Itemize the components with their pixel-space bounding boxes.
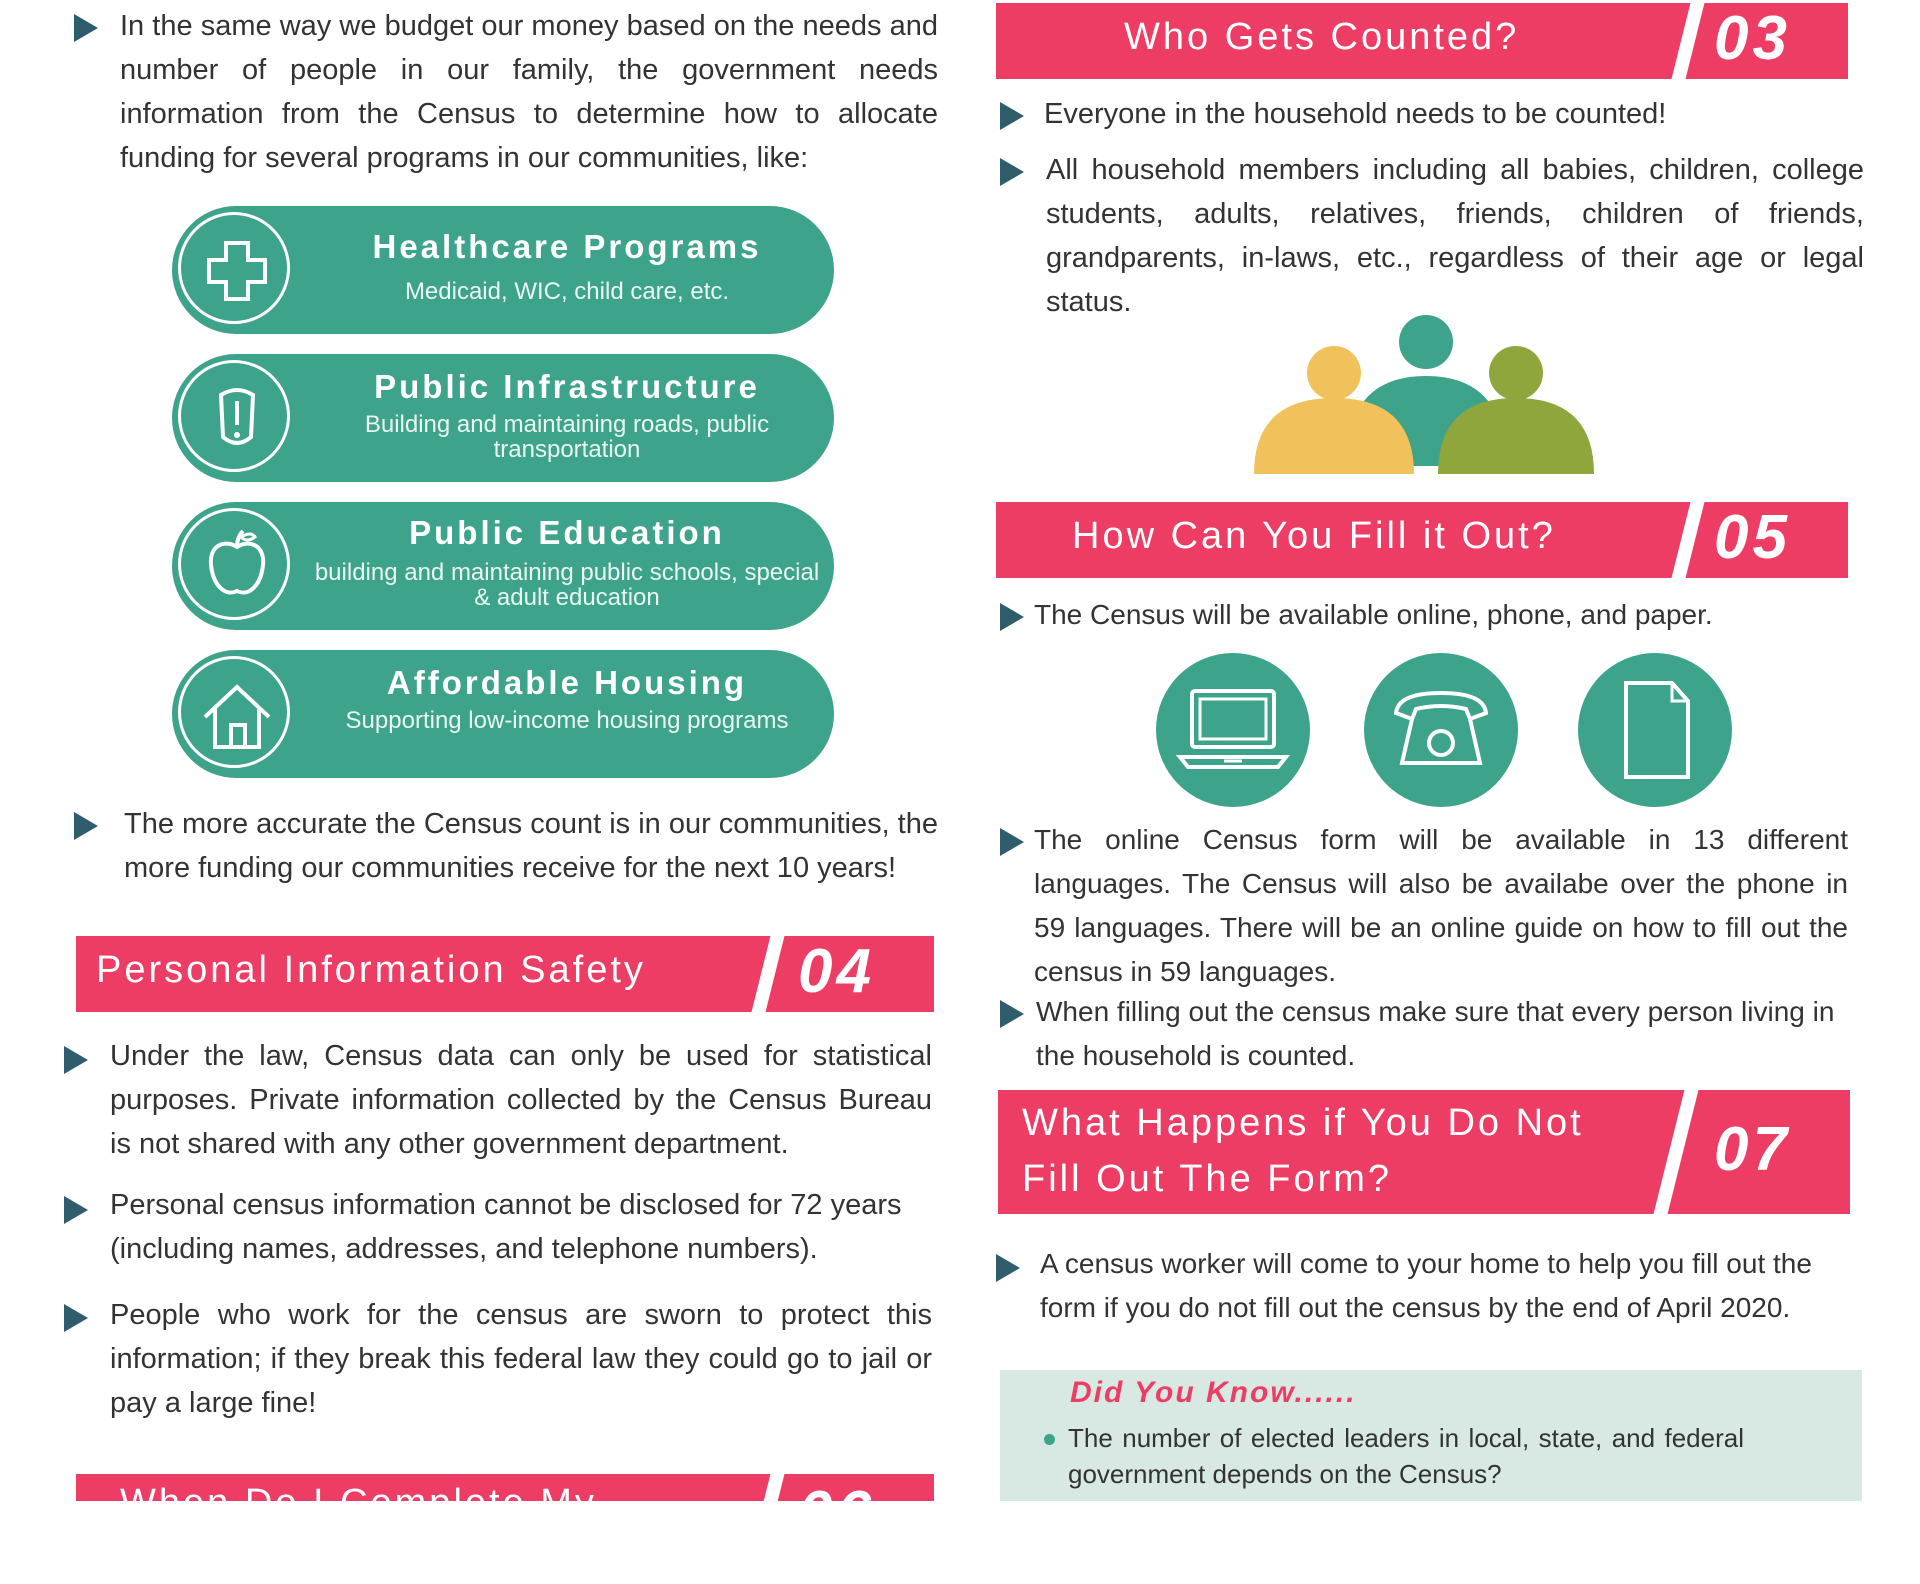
bullet-arrow-icon (996, 1254, 1020, 1282)
section-banner-05 (996, 502, 1848, 578)
program-education (172, 502, 834, 630)
bullet-arrow-icon (1000, 1000, 1024, 1028)
safety-bullet-1: Under the law, Census data can only be used for statistical purposes. Private information collected by the Census Bureau is not shared with any other government department. (110, 1040, 932, 1160)
apple-icon (178, 508, 290, 620)
section-banner-06 (76, 1474, 934, 1548)
section-title-line-2: Fill Out The Form? (1022, 1158, 1393, 1200)
section-title-line-1: What Happens if You Do Not (1022, 1102, 1584, 1144)
section-number: 05 (1714, 503, 1791, 572)
counted-bullet-2: All household members including all babies, children, college students, adults, relatives, friends, children of friends, grandparents, in-laws, etc., regardless of their age or legal status. (1046, 154, 1864, 318)
people-group-icon (1254, 316, 1604, 486)
did-you-know-title: Did You Know...... (1070, 1376, 1357, 1409)
section-number: 03 (1714, 4, 1791, 73)
intro-paragraph: In the same way we budget our money based on the needs and number of people in our family, the government needs information from the Census to determine how to allocate funding for several programs in our communities, like: (120, 10, 938, 174)
section-banner-04 (76, 936, 934, 1012)
section-banner-03 (996, 3, 1848, 79)
telephone-icon (1364, 653, 1518, 807)
accuracy-paragraph: The more accurate the Census count is in our communities, the more funding our communities receive for the next 10 years! (124, 808, 938, 884)
house-icon (178, 656, 290, 768)
program-title: Public Infrastructure (374, 368, 760, 405)
bullet-arrow-icon (74, 812, 98, 840)
bullet-arrow-icon (1000, 603, 1024, 631)
did-you-know-item: The number of elected leaders in local, state, and federal government depends on the Census? (1068, 1423, 1744, 1489)
laptop-icon (1156, 653, 1310, 807)
counted-bullet-1: Everyone in the household needs to be counted! (1044, 98, 1667, 130)
program-subtitle: building and maintaining public schools, special & adult education (314, 559, 820, 611)
section-number: 07 (1714, 1115, 1791, 1184)
program-healthcare (172, 206, 834, 334)
section-title: When Do I Complete My (120, 1482, 597, 1524)
did-you-know-box (1000, 1370, 1862, 1501)
bullet-arrow-icon (64, 1196, 88, 1224)
fill-intro: The Census will be available online, phone, and paper. (1034, 599, 1713, 630)
banner-divider (1651, 1086, 1700, 1226)
program-subtitle: Building and maintaining roads, public transportation (364, 411, 770, 463)
section-number: 04 (798, 937, 875, 1006)
bullet-arrow-icon (64, 1046, 88, 1074)
bullet-arrow-icon (1000, 102, 1024, 130)
section-number: 06 (798, 1479, 875, 1548)
program-title: Public Education (409, 514, 725, 551)
program-subtitle: Supporting low-income housing programs (345, 707, 789, 734)
program-title: Affordable Housing (386, 664, 748, 701)
bullet-arrow-icon (1000, 158, 1024, 186)
warning-sign-icon (178, 360, 290, 472)
banner-divider (743, 926, 787, 1046)
program-infrastructure (172, 354, 834, 482)
program-title: Healthcare Programs (372, 228, 762, 265)
paper-icon (1578, 653, 1732, 807)
bullet-arrow-icon (1000, 828, 1024, 856)
section-title: Who Gets Counted? (1124, 16, 1520, 58)
safety-bullet-2: Personal census information cannot be disclosed for 72 years (including names, addresses, and telephone numbers). (110, 1189, 902, 1265)
banner-divider (743, 1464, 787, 1584)
bullet-arrow-icon (64, 1304, 88, 1332)
program-housing (172, 650, 834, 778)
bullet-dot-icon (1044, 1434, 1055, 1445)
section-banner-07 (998, 1090, 1850, 1214)
fill-bullet-2: When filling out the census make sure that every person living in the household is counted. (1036, 996, 1835, 1071)
fill-bullet-1: The online Census form will be available in 13 different languages. The Census will also be availabe over the phone in 59 languages. There will be an online guide on how to fill out the census in 59 languages. (1034, 824, 1848, 987)
medical-cross-icon (178, 212, 290, 324)
bullet-arrow-icon (74, 14, 98, 42)
section-title: How Can You Fill it Out? (1072, 515, 1556, 557)
program-subtitle: Medicaid, WIC, child care, etc. (404, 278, 730, 305)
not-filled-bullet-1: A census worker will come to your home to help you fill out the form if you do not fill out the census by the end of April 2020. (1040, 1248, 1812, 1323)
section-title: Personal Information Safety (96, 949, 646, 991)
safety-bullet-3: People who work for the census are sworn to protect this information; if they break this federal law they could go to jail or pay a large fine! (110, 1299, 932, 1419)
